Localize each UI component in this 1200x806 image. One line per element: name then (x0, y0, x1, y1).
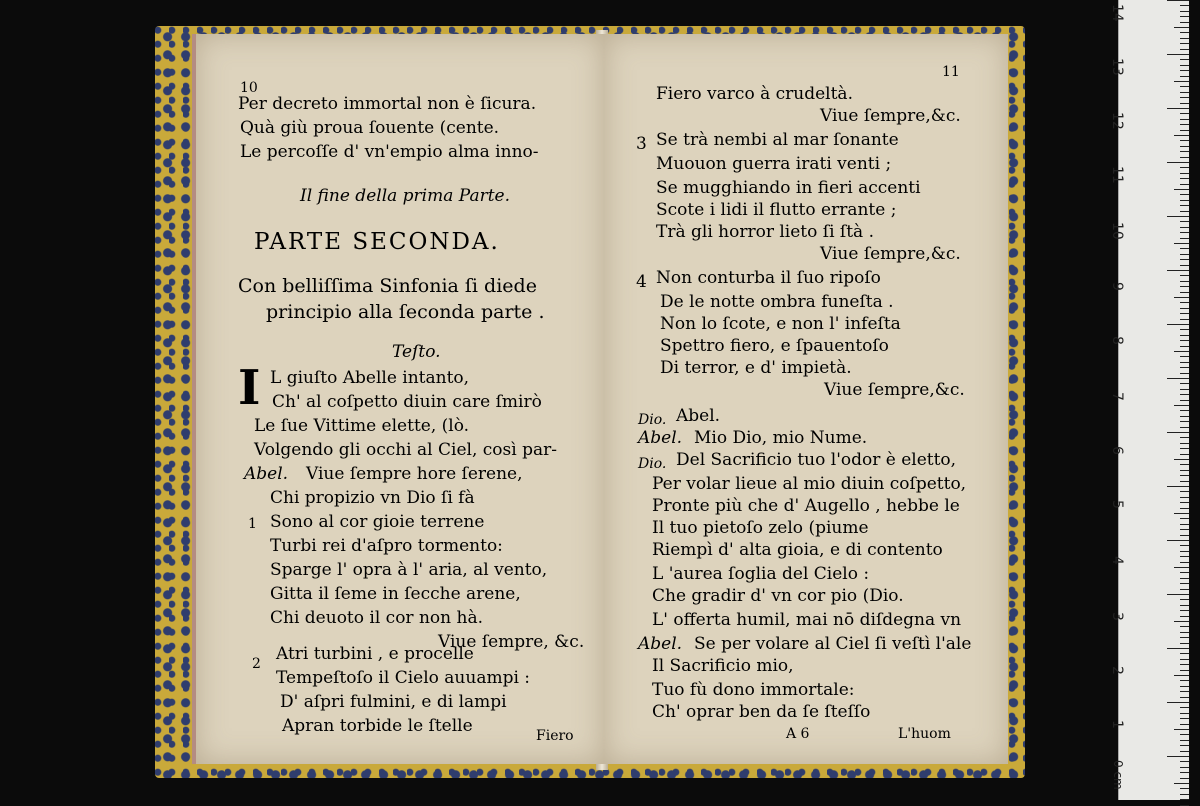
ruler-tick (1180, 302, 1189, 303)
ruler-tick (1180, 761, 1189, 762)
ruler-tick (1180, 194, 1189, 195)
text-line: Le ſue Vittime elette, (lò. (254, 416, 470, 436)
ruler-tick (1180, 329, 1189, 330)
ruler-label: 6 (1109, 446, 1125, 455)
text-line: Il tuo pietoſo zelo (piume (652, 518, 869, 538)
subtitle-line: Con belliſſima Sinfonia ſi diede (238, 275, 537, 297)
section-title: PARTE SECONDA. (254, 229, 500, 255)
ruler-tick (1180, 356, 1189, 357)
ruler-tick (1180, 578, 1189, 579)
ruler-tick (1180, 589, 1189, 590)
stanza-number: 1 (248, 516, 257, 532)
ruler-tick (1180, 103, 1189, 104)
text-line: Di terror, e d' impietà. (660, 358, 852, 378)
ruler-tick (1180, 184, 1189, 185)
ruler-tick (1167, 378, 1189, 379)
ruler-label: 8 (1109, 336, 1125, 345)
ruler-tick (1180, 97, 1189, 98)
ruler-tick (1180, 529, 1189, 530)
ruler-label: 13 (1109, 58, 1125, 76)
ruler-tick (1180, 59, 1189, 60)
ruler-tick (1180, 200, 1189, 201)
ruler-tick (1180, 616, 1189, 617)
ruler-tick (1180, 740, 1189, 741)
text-line: Viue ſempre hore ſerene, (306, 464, 523, 484)
text-line: Se trà nembi al mar ſonante (656, 130, 899, 150)
ruler-tick (1180, 524, 1189, 525)
ruler-tick (1180, 254, 1189, 255)
ruler-tick (1180, 670, 1189, 671)
ruler-tick (1180, 632, 1189, 633)
ruler-tick (1180, 43, 1189, 44)
ruler-tick (1180, 367, 1189, 368)
ruler-tick (1180, 313, 1189, 314)
ruler-tick (1167, 162, 1189, 163)
ruler-tick (1180, 562, 1189, 563)
ruler-tick (1180, 410, 1189, 411)
ruler-label: 4 (1109, 556, 1125, 565)
text-line: Spettro fiero, e ſpauentoſo (660, 336, 889, 356)
text-line: Tempeſtoſo il Cielo auuampi : (276, 668, 531, 688)
refrain: Viue ſempre,&c. (824, 380, 965, 400)
page-number-left: 10 (240, 80, 258, 96)
measurement-ruler (1109, 0, 1189, 800)
text-line: Mio Dio, mio Nume. (694, 428, 868, 448)
ruler-tick (1180, 497, 1189, 498)
ruler-tick (1180, 221, 1189, 222)
ruler-tick (1180, 707, 1189, 708)
ruler-tick (1180, 124, 1189, 125)
ruler-tick (1167, 432, 1189, 433)
ruler-unit: 0 cm (1111, 760, 1125, 790)
ruler-tick (1180, 805, 1189, 806)
ruler-tick (1180, 146, 1189, 147)
catchword-right: L'huom (898, 726, 951, 742)
ruler-tick (1180, 5, 1189, 6)
ruler-tick (1180, 16, 1189, 17)
ruler-tick (1180, 319, 1189, 320)
text-line: Sparge l' opra à l' aria, al vento, (270, 560, 548, 580)
ruler-tick (1180, 22, 1189, 23)
ruler-label: 1 (1109, 720, 1125, 729)
ruler-tick (1167, 324, 1189, 325)
ruler-tick (1180, 481, 1189, 482)
ruler-tick (1180, 70, 1189, 71)
ruler-label: 9 (1109, 282, 1125, 291)
ruler-tick (1180, 653, 1189, 654)
refrain: Viue ſempre, &c. (438, 632, 585, 652)
ruler-tick (1180, 427, 1189, 428)
text-line: Per decreto immortal non è ſicura. (238, 94, 537, 114)
stanza-number: 2 (252, 656, 261, 672)
ruler-tick (1180, 286, 1189, 287)
ruler-tick (1167, 540, 1189, 541)
ruler-tick (1180, 130, 1189, 131)
ruler-tick (1180, 605, 1189, 606)
ruler-label: 3 (1109, 612, 1125, 621)
text-line: Gitta il ſeme in ſecche arene, (270, 584, 521, 604)
ruler-tick (1180, 140, 1189, 141)
ruler-tick (1180, 373, 1189, 374)
ruler-tick (1167, 486, 1189, 487)
text-line: Fiero varco à crudeltà. (656, 84, 853, 104)
text-line: Ch' al coſpetto diuin care ſmirò (272, 392, 542, 412)
ruler-tick (1167, 0, 1189, 1)
ruler-tick (1180, 572, 1189, 573)
ruler-tick (1180, 767, 1189, 768)
ruler-tick (1180, 443, 1189, 444)
ruler-label: 2 (1109, 666, 1125, 675)
ruler-label: 11 (1109, 166, 1125, 184)
ruler-tick (1180, 535, 1189, 536)
ruler-tick (1180, 718, 1189, 719)
speaker-label: Dio. (638, 456, 667, 472)
text-line: L' offerta humil, mai nō diſdegna vn (652, 610, 962, 630)
text-line: Chi deuoto il cor non hà. (270, 608, 483, 628)
text-line: Riempì d' alta gioia, e di contento (652, 540, 943, 560)
ruler-tick (1174, 567, 1189, 568)
text-line: Del Sacrificio tuo l'odor è eletto, (676, 450, 957, 470)
text-line: Il Sacrificio mio, (652, 656, 794, 676)
refrain: Viue ſempre,&c. (820, 106, 961, 126)
ruler-tick (1167, 594, 1189, 595)
text-line: Non conturba il ſuo ripoſo (656, 268, 881, 288)
ruler-tick (1180, 470, 1189, 471)
ruler-tick (1180, 518, 1189, 519)
text-line: Per volar lieue al mio diuin coſpetto, (652, 474, 967, 494)
catchword-left: Fiero (536, 728, 574, 744)
ruler-tick (1167, 54, 1189, 55)
ruler-tick (1180, 772, 1189, 773)
text-line: Pronte più che d' Augello , hebbe le (652, 496, 960, 516)
ruler-tick (1167, 648, 1189, 649)
text-line: L giuſto Abelle intanto, (270, 368, 470, 388)
stanza-number: 3 (636, 134, 647, 154)
ruler-label: 7 (1109, 392, 1125, 401)
text-line: D' aſpri fulmini, e di lampi (280, 692, 507, 712)
ruler-tick (1167, 702, 1189, 703)
ruler-tick (1180, 383, 1189, 384)
ruler-tick (1180, 713, 1189, 714)
ruler-tick (1180, 389, 1189, 390)
ruler-tick (1180, 275, 1189, 276)
ruler-tick (1180, 751, 1189, 752)
ruler-tick (1174, 459, 1189, 460)
text-line: Scote i lidi il flutto errante ; (656, 200, 897, 220)
ruler-tick (1174, 621, 1189, 622)
ruler-tick (1180, 745, 1189, 746)
ruler-tick (1174, 783, 1189, 784)
ruler-tick (1180, 491, 1189, 492)
text-line: Trà gli horror lieto ſi ſtà . (656, 222, 874, 242)
ruler-tick (1180, 659, 1189, 660)
ruler-tick (1180, 157, 1189, 158)
ruler-tick (1180, 508, 1189, 509)
ruler-label: 12 (1109, 112, 1125, 130)
speaker-label: Abel. (638, 634, 683, 654)
ruler-tick (1180, 686, 1189, 687)
text-line: Se mugghiando in fieri accenti (656, 178, 921, 198)
ruler-tick (1180, 680, 1189, 681)
ruler-tick (1180, 86, 1189, 87)
ruler-tick (1180, 734, 1189, 735)
ruler-tick (1180, 626, 1189, 627)
speaker-label: Abel. (244, 464, 289, 484)
text-line: Quà giù proua ſouente (cente. (240, 118, 500, 138)
ruler-label: 10 (1109, 222, 1125, 240)
text-line: Che gradir d' vn cor pio (Dio. (652, 586, 904, 606)
ruler-tick (1180, 583, 1189, 584)
text-line: Muouon guerra irati venti ; (656, 154, 892, 174)
ruler-tick (1180, 421, 1189, 422)
ruler-tick (1180, 437, 1189, 438)
ruler-label: 5 (1109, 500, 1125, 509)
drop-capital: I (238, 360, 261, 416)
text-line: Se per volare al Ciel ſi veſtì l'ale (694, 634, 972, 654)
text-line: Ch' oprar ben da ſe ſteſſo (652, 702, 871, 722)
ruler-tick (1180, 788, 1189, 789)
ruler-tick (1180, 227, 1189, 228)
ruler-tick (1174, 405, 1189, 406)
speaker-label: Abel. (638, 428, 683, 448)
ruler-tick (1180, 637, 1189, 638)
ruler-tick (1180, 281, 1189, 282)
ruler-tick (1180, 362, 1189, 363)
ruler-tick (1180, 394, 1189, 395)
ruler-tick (1180, 173, 1189, 174)
text-line: Apran torbide le ſtelle (282, 716, 473, 736)
ruler-tick (1180, 464, 1189, 465)
text-line: De le notte ombra funeſta . (660, 292, 894, 312)
ruler-tick (1174, 27, 1189, 28)
ruler-tick (1180, 49, 1189, 50)
ruler-tick (1180, 65, 1189, 66)
ruler-tick (1174, 513, 1189, 514)
ruler-tick (1180, 205, 1189, 206)
ruler-tick (1167, 270, 1189, 271)
ruler-tick (1180, 32, 1189, 33)
signature-mark: A 6 (786, 726, 810, 742)
ruler-tick (1180, 400, 1189, 401)
ruler-tick (1180, 308, 1189, 309)
ruler-tick (1167, 756, 1189, 757)
ruler-tick (1180, 113, 1189, 114)
text-line: Volgendo gli occhi al Ciel, così par- (254, 440, 557, 460)
ruler-tick (1180, 248, 1189, 249)
ruler-tick (1180, 151, 1189, 152)
ruler-tick (1180, 238, 1189, 239)
ruler-tick (1174, 351, 1189, 352)
text-line: Chi propizio vn Dio ſi fà (270, 488, 475, 508)
ruler-tick (1180, 794, 1189, 795)
ruler-tick (1174, 729, 1189, 730)
text-line: Non lo ſcote, e non l' infeſta (660, 314, 901, 334)
text-line: Abel. (676, 406, 721, 426)
ruler-tick (1180, 416, 1189, 417)
ruler-tick (1174, 189, 1189, 190)
ruler-tick (1174, 135, 1189, 136)
ruler-tick (1167, 216, 1189, 217)
ruler-tick (1180, 346, 1189, 347)
ruler-tick (1180, 724, 1189, 725)
page-number-right: 11 (942, 64, 960, 80)
ruler-tick (1180, 475, 1189, 476)
ruler-tick (1180, 454, 1189, 455)
text-line: Sono al cor gioie terrene (270, 512, 485, 532)
ruler-tick (1180, 76, 1189, 77)
text-line: Turbi rei d'aſpro tormento: (270, 536, 503, 556)
testo-heading: Teſto. (392, 342, 441, 362)
ruler-tick (1180, 599, 1189, 600)
text-line: Atri turbini , e procelle (276, 644, 474, 664)
ruler-tick (1180, 556, 1189, 557)
text-line: Le percoſſe d' vn'empio alma inno- (240, 142, 539, 162)
ruler-tick (1174, 675, 1189, 676)
ruler-tick (1180, 265, 1189, 266)
ruler-tick (1180, 167, 1189, 168)
ruler-tick (1180, 340, 1189, 341)
ruler-tick (1174, 81, 1189, 82)
ruler-tick (1180, 502, 1189, 503)
subtitle-line: principio alla ſeconda parte . (266, 301, 545, 323)
ruler-tick (1180, 697, 1189, 698)
ruler-tick (1180, 448, 1189, 449)
ruler-tick (1180, 610, 1189, 611)
ruler-tick (1180, 292, 1189, 293)
ruler-tick (1180, 92, 1189, 93)
ruler-tick (1180, 551, 1189, 552)
ruler-tick (1180, 545, 1189, 546)
ruler-tick (1180, 643, 1189, 644)
text-line: Tuo fù dono immortale: (652, 680, 855, 700)
ruler-tick (1180, 259, 1189, 260)
ruler-tick (1180, 691, 1189, 692)
ruler-tick (1180, 232, 1189, 233)
ruler-tick (1180, 778, 1189, 779)
ruler-tick (1180, 38, 1189, 39)
ruler-tick (1167, 108, 1189, 109)
ruler-tick (1180, 335, 1189, 336)
end-first-part: Il fine della prima Parte. (300, 186, 511, 206)
ruler-tick (1174, 243, 1189, 244)
refrain: Viue ſempre,&c. (820, 244, 961, 264)
text-line: L 'aurea ſoglia del Cielo : (652, 564, 870, 584)
ruler-tick (1180, 664, 1189, 665)
speaker-label: Dio. (638, 412, 667, 428)
stanza-number: 4 (636, 272, 647, 292)
ruler-tick (1180, 178, 1189, 179)
ruler-tick (1180, 119, 1189, 120)
ruler-tick (1180, 11, 1189, 12)
ruler-label: 14 (1109, 4, 1125, 22)
ruler-tick (1180, 211, 1189, 212)
ruler-tick (1174, 297, 1189, 298)
